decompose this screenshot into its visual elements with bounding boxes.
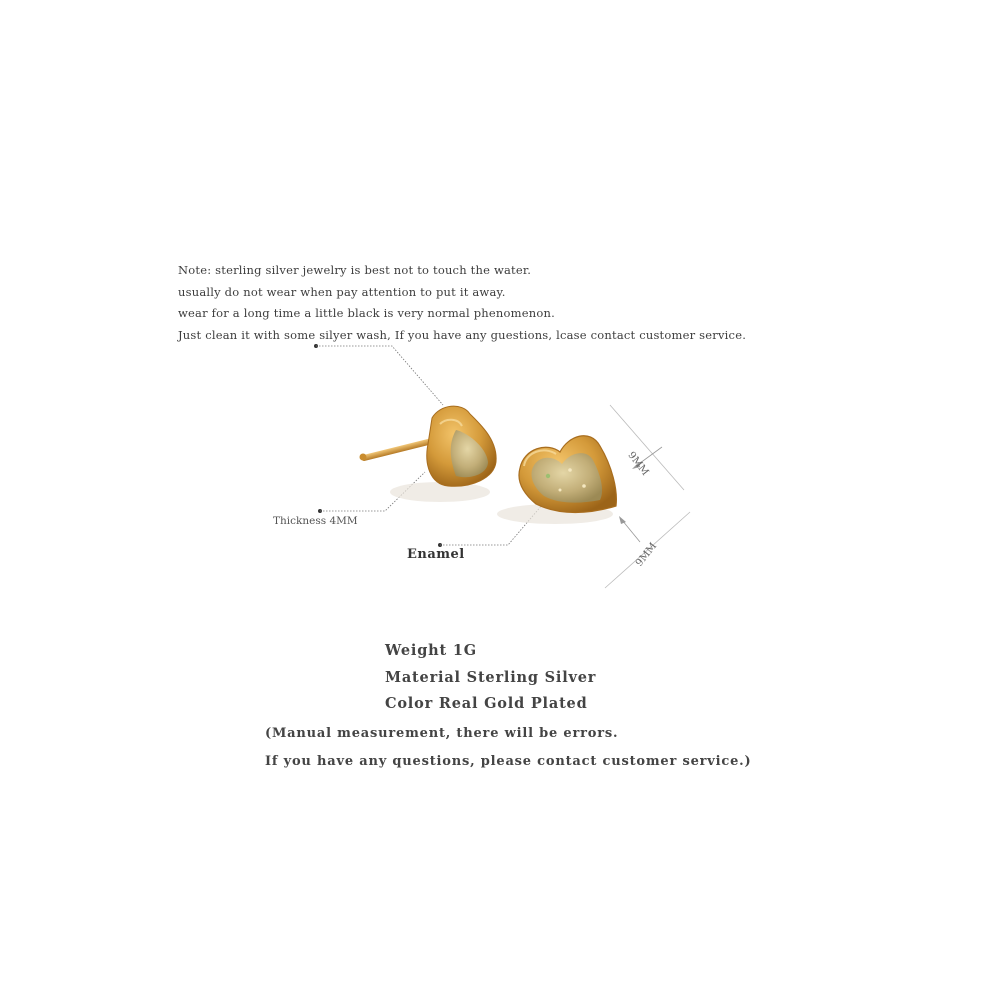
dimension-top-label: 9MM — [625, 450, 651, 478]
spec-material: Material Sterling Silver — [385, 669, 597, 686]
care-note-line-1: Note: sterling silver jewelry is best not to touch the water. — [178, 263, 532, 277]
disclaimer-line-1: (Manual measurement, there will be errors. — [265, 726, 619, 741]
care-note-line-4: Just clean it with some silyer wash, If you have any guestions, lcase contact customer service. — [178, 328, 747, 342]
thickness-label: Thickness 4MM — [273, 515, 358, 527]
spec-color: Color Real Gold Plated — [385, 695, 588, 712]
enamel-label: Enamel — [407, 547, 465, 562]
dimension-bottom-label: 9MM — [634, 540, 660, 569]
disclaimer-line-2: If you have any questions, please contact customer service.) — [265, 754, 752, 769]
care-note-line-3: wear for a long time a little black is very normal phenomenon. — [178, 306, 555, 320]
care-note-line-2: usually do not wear when pay attention to put it away. — [178, 285, 506, 299]
top-callout-line — [314, 344, 443, 405]
right-earring — [497, 436, 616, 524]
spec-weight: Weight 1G — [385, 642, 477, 659]
dimension-top-guide — [610, 405, 684, 490]
left-earring — [360, 406, 497, 502]
